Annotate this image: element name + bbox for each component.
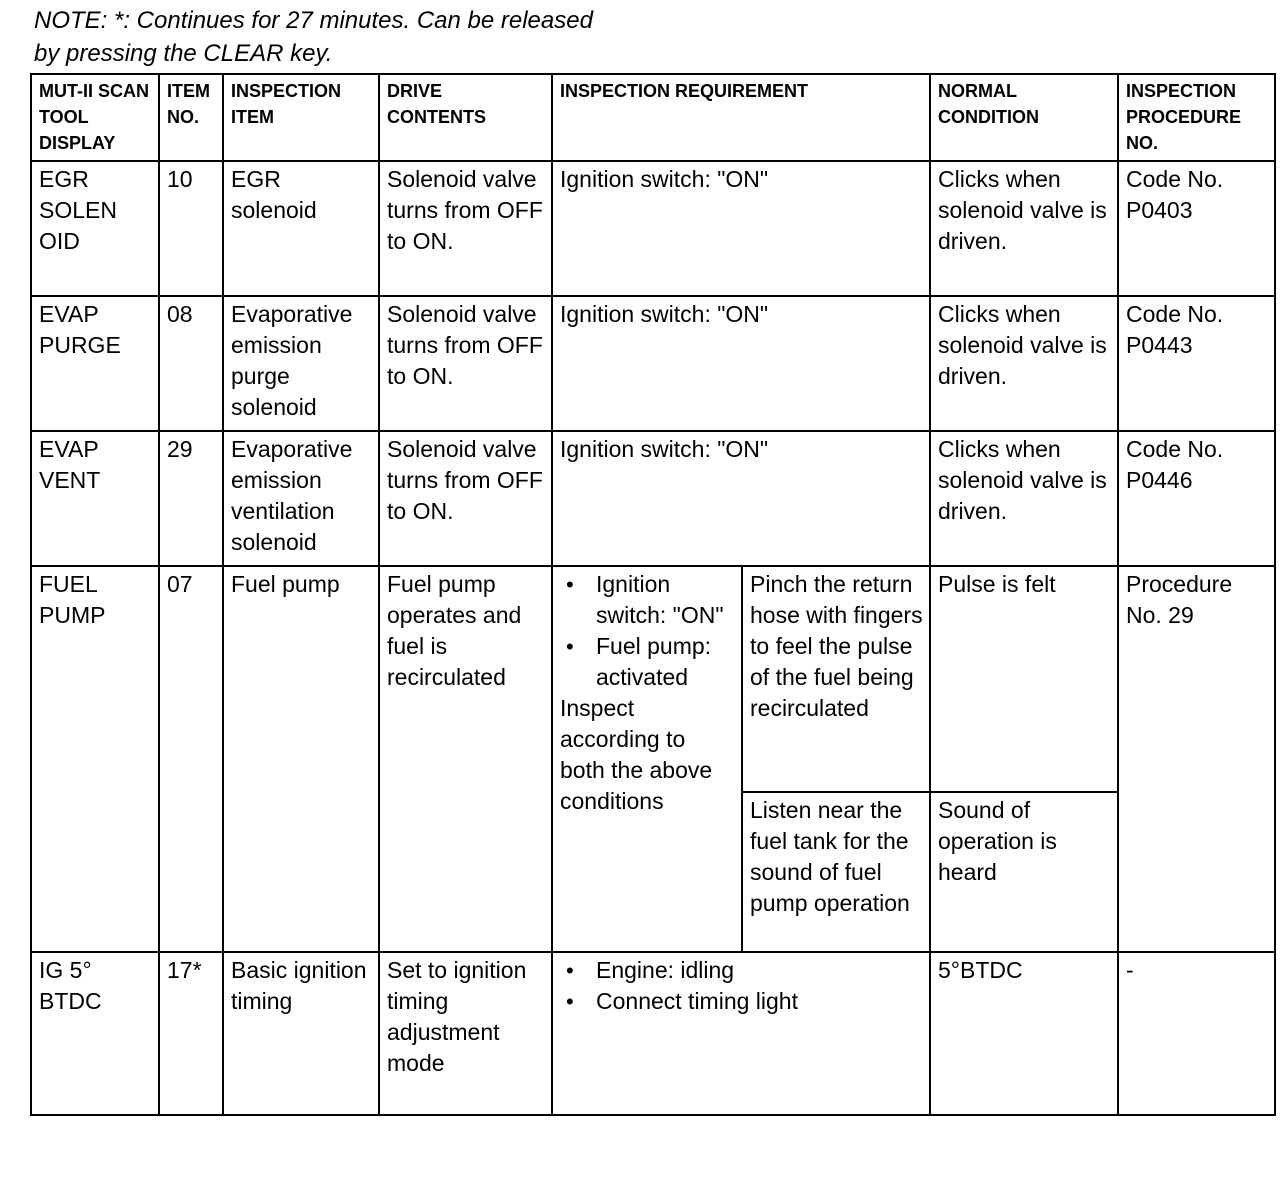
item-no-cell: 10: [159, 161, 223, 296]
drive-contents-cell: Solenoid valve turns from OFF to ON.: [379, 296, 552, 431]
procedure-cell: Code No. P0446: [1118, 431, 1275, 566]
item-no-cell: 08: [159, 296, 223, 431]
table-row: [31, 296, 1275, 431]
conditions-list: [560, 569, 735, 693]
requirement-item: • Connect timing light: [560, 986, 923, 1017]
procedure-cell: -: [1118, 952, 1275, 1115]
item-no-cell: 29: [159, 431, 223, 566]
item-no-cell: 07: [159, 566, 223, 952]
requirement-item: • Engine: idling: [560, 955, 923, 986]
header-row: [31, 74, 1275, 161]
drive-contents-cell: Solenoid valve turns from OFF to ON.: [379, 161, 552, 296]
note-line-1: NOTE: *: Continues for 27 minutes. Can be released: [34, 7, 593, 34]
requirement-cell: [552, 952, 930, 1115]
normal-condition-cell: Clicks when solenoid valve is driven.: [930, 431, 1118, 566]
inspection-item-cell: Evaporative emission purge solenoid: [223, 296, 379, 431]
condition-item: • Fuel pump: activated: [560, 631, 735, 693]
inspection-item-cell: EGR solenoid: [223, 161, 379, 296]
normal-condition-cell: Sound of operation is heard: [930, 792, 1118, 952]
table-row: [31, 431, 1275, 566]
table-row: [31, 952, 1275, 1115]
note-line-2: by pressing the CLEAR key.: [34, 40, 333, 67]
requirements-list: [560, 955, 923, 1017]
procedure-cell: Code No. P0403: [1118, 161, 1275, 296]
header-item-no: ITEM NO.: [159, 74, 223, 161]
display-cell: EVAP PURGE: [31, 296, 159, 431]
normal-condition-cell: Clicks when solenoid valve is driven.: [930, 296, 1118, 431]
normal-condition-cell: 5°BTDC: [930, 952, 1118, 1115]
drive-contents-cell: Set to ignition timing adjustment mode: [379, 952, 552, 1115]
header-procedure: INSPECTION PROCEDURE NO.: [1118, 74, 1275, 161]
conditions-note: Inspect according to both the above conditions: [560, 695, 713, 814]
inspection-item-cell: Evaporative emission ventilation solenoid: [223, 431, 379, 566]
normal-condition-cell: Clicks when solenoid valve is driven.: [930, 161, 1118, 296]
requirement-cell: Ignition switch: "ON": [552, 161, 930, 296]
header-display: MUT-II SCAN TOOL DISPLAY: [31, 74, 159, 161]
display-cell: IG 5° BTDC: [31, 952, 159, 1115]
display-cell: EVAP VENT: [31, 431, 159, 566]
table-row: [31, 566, 1275, 792]
normal-condition-cell: Pulse is felt: [930, 566, 1118, 792]
display-cell: EGR SOLEN OID: [31, 161, 159, 296]
condition-item: • Ignition switch: "ON": [560, 569, 735, 631]
check-method-cell: Listen near the fuel tank for the sound of fuel pump operation: [742, 792, 930, 952]
drive-contents-cell: Solenoid valve turns from OFF to ON.: [379, 431, 552, 566]
inspection-item-cell: Fuel pump: [223, 566, 379, 952]
check-method-cell: Pinch the return hose with fingers to feel the pulse of the fuel being recirculated: [742, 566, 930, 792]
item-no-cell: 17*: [159, 952, 223, 1115]
header-normal: NORMAL CONDITION: [930, 74, 1118, 161]
table-row: [31, 161, 1275, 296]
header-requirement: INSPECTION REQUIREMENT: [552, 74, 930, 161]
inspection-item-cell: Basic ignition timing: [223, 952, 379, 1115]
header-inspection-item: INSPECTION ITEM: [223, 74, 379, 161]
display-cell: FUEL PUMP: [31, 566, 159, 952]
procedure-cell: Procedure No. 29: [1118, 566, 1275, 952]
requirement-cell: Ignition switch: "ON": [552, 296, 930, 431]
requirement-cell: Ignition switch: "ON": [552, 431, 930, 566]
conditions-cell: [552, 566, 742, 952]
note: [34, 4, 1254, 70]
inspection-table: [30, 73, 1276, 1116]
procedure-cell: Code No. P0443: [1118, 296, 1275, 431]
header-drive-contents: DRIVE CONTENTS: [379, 74, 552, 161]
drive-contents-cell: Fuel pump operates and fuel is recirculated: [379, 566, 552, 952]
